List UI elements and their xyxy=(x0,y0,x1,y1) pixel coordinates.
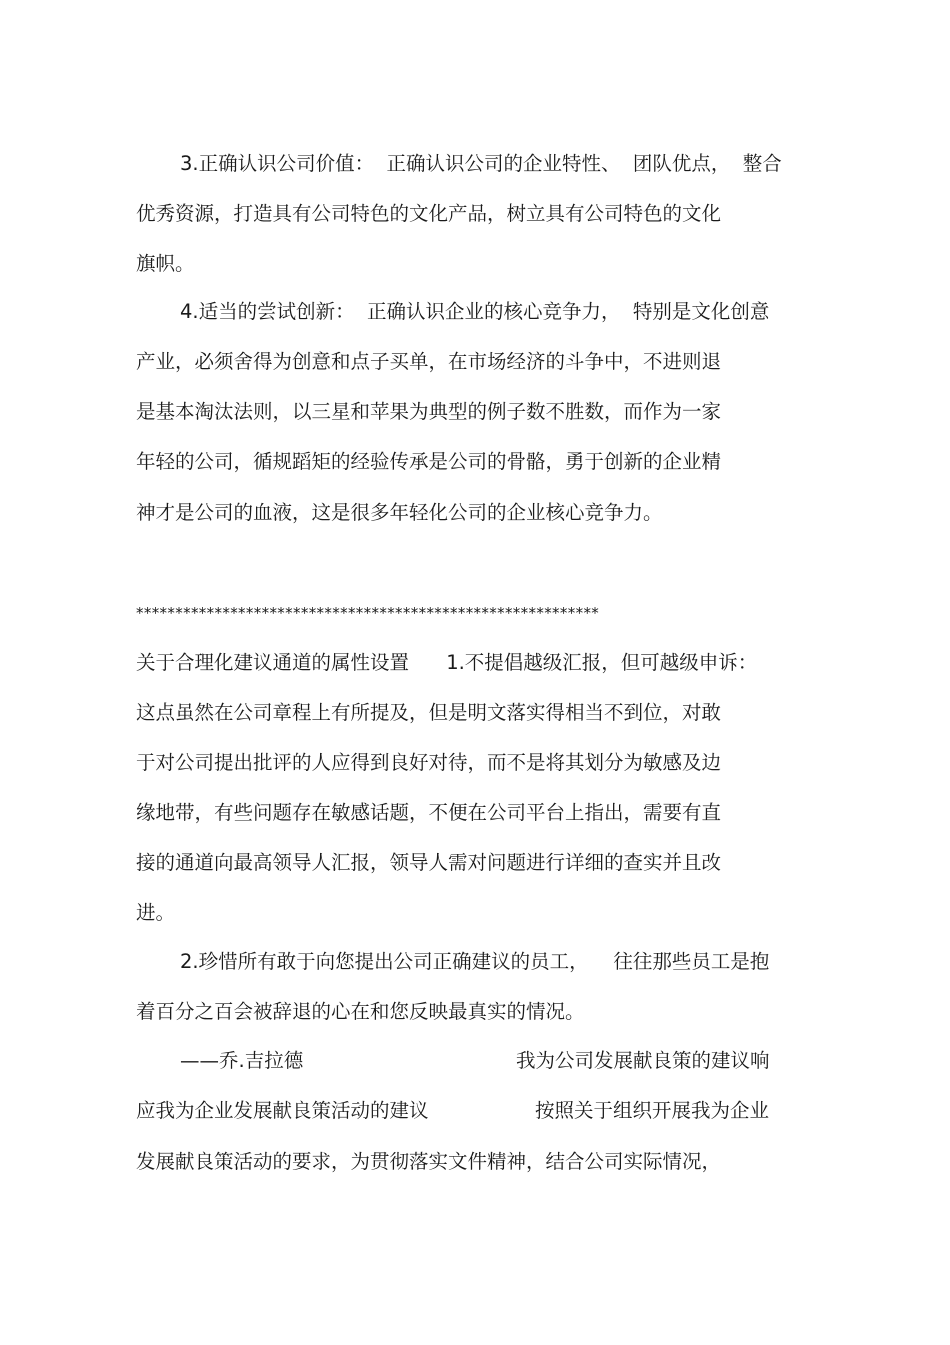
intro-line-1: 按照关于组织开展我为企业 xyxy=(535,1099,770,1122)
section-divider: *********************************************************** xyxy=(136,604,600,622)
paragraph-3-line-1: 3.正确认识公司价值： 正确认识公司的企业特性、 团队优点， 整合 xyxy=(180,152,782,175)
quote-attribution: ——乔.吉拉德 xyxy=(180,1049,304,1072)
paragraph-4-line-5: 神才是公司的血液，这是很多年轻化公司的企业核心竞争力。 xyxy=(136,501,663,524)
proposal-line-3: 于对公司提出批评的人应得到良好对待，而不是将其划分为敏感及边 xyxy=(136,751,722,774)
paragraph-4-line-4: 年轻的公司，循规蹈矩的经验传承是公司的骨骼，勇于创新的企业精 xyxy=(136,450,722,473)
paragraph-3-line-3: 旗帜。 xyxy=(136,252,195,275)
proposal-line-2: 这点虽然在公司章程上有所提及，但是明文落实得相当不到位，对敢 xyxy=(136,701,722,724)
paragraph-4-line-3: 是基本淘汰法则，以三星和苹果为典型的例子数不胜数，而作为一家 xyxy=(136,400,722,423)
paragraph-4-line-2: 产业，必须舍得为创意和点子买单，在市场经济的斗争中，不进则退 xyxy=(136,350,722,373)
proposal-line-4: 缘地带，有些问题存在敏感话题，不便在公司平台上指出，需要有直 xyxy=(136,801,722,824)
heading-suggestion-cont: 应我为企业发展献良策活动的建议 xyxy=(136,1099,429,1122)
proposal-line-1: 关于合理化建议通道的属性设置 1.不提倡越级汇报，但可越级申诉： xyxy=(136,651,758,674)
intro-line-2: 发展献良策活动的要求，为贯彻落实文件精神，结合公司实际情况， xyxy=(136,1150,722,1173)
proposal-line-6: 进。 xyxy=(136,901,176,924)
proposal-line-5: 接的通道向最高领导人汇报，领导人需对问题进行详细的查实并且改 xyxy=(136,851,722,874)
paragraph-3-line-2: 优秀资源，打造具有公司特色的文化产品，树立具有公司特色的文化 xyxy=(136,202,722,225)
heading-suggestion: 我为公司发展献良策的建议响 xyxy=(516,1049,770,1072)
paragraph-2-line-1: 2.珍惜所有敢于向您提出公司正确建议的员工， 往往那些员工是抱 xyxy=(180,950,770,973)
paragraph-2-line-2: 着百分之百会被辞退的心在和您反映最真实的情况。 xyxy=(136,1000,585,1023)
paragraph-4-line-1: 4.适当的尝试创新： 正确认识企业的核心竞争力， 特别是文化创意 xyxy=(180,300,770,323)
